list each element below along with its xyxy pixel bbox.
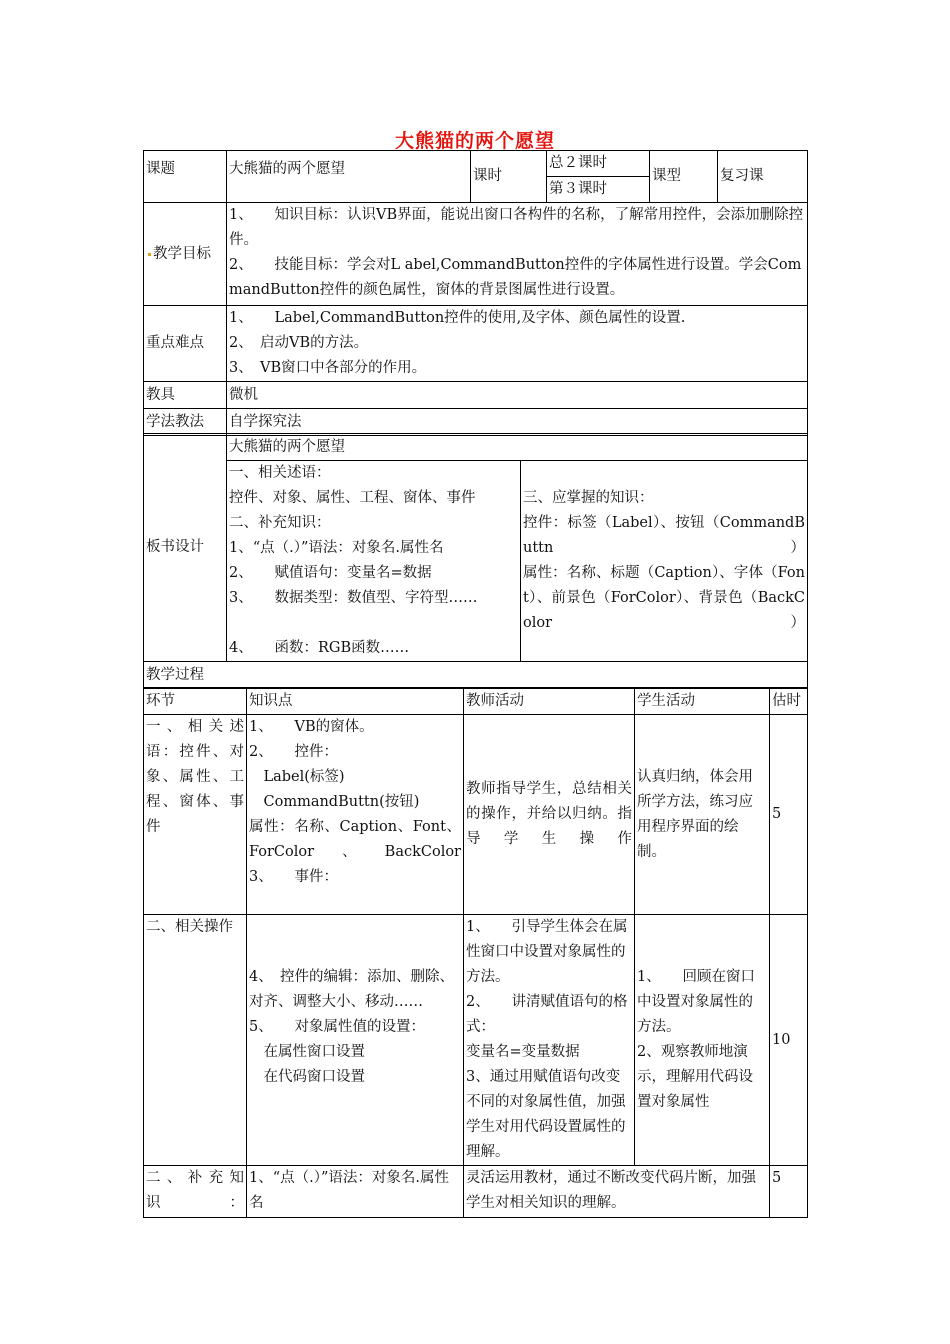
goals-label [144,203,227,306]
process-label: 教学过程 [144,662,808,689]
knowledge-line: 2、 控件： [249,744,338,760]
col-header: 学生活动 [635,688,770,715]
teacher-line: 2、 讲清赋值语句的格式： [466,994,628,1035]
knowledge-line: Label(标签) [249,769,345,785]
stage-cell: 二、补充知识： [144,1166,247,1218]
goals-content [227,203,808,306]
page-title: 大熊猫的两个愿望 [394,130,555,152]
col-header: 教师活动 [464,688,635,715]
goals-label-text: 教学目标 [153,245,211,262]
stage-cell: 二、相关操作 [144,915,247,1166]
knowledge-line: 属性：名称、Caption、Font、ForColor、BackColor [249,819,461,860]
keti-label: 课题 [144,151,227,203]
keypoint-item: 2、 启动VB的方法。 [229,335,369,351]
board-left-line: 2、 赋值语句：变量名=数据 [229,565,432,581]
kexing-value: 复习课 [718,151,808,203]
method-value: 自学探究法 [227,409,808,436]
board-label: 板书设计 [144,434,227,662]
board-design-table [143,433,808,689]
teacher-line: 3、通过用赋值语句改变不同的对象属性值，加强学生对用代码设置属性的理解。 [466,1069,626,1160]
teacher-line: 1、 引导学生体会在属性窗口中设置对象属性的方法。 [466,919,628,985]
keypoint-item: 1、 Label,CommandButton控件的使用,及字体、颜色属性的设置. [229,310,686,326]
student-cell [635,915,770,1166]
knowledge-cell [247,915,464,1166]
keypoints-content [227,306,808,382]
col-header: 知识点 [247,688,464,715]
keypoint-item: 3、 VB窗口中各部分的作用。 [229,360,427,376]
board-left-line: 1、“点（.）”语法：对象名.属性名 [229,540,444,556]
knowledge-line: 3、 事件： [249,869,338,885]
board-heading: 大熊猫的两个愿望 [227,434,808,461]
teacher-cell [464,915,635,1166]
board-left [227,461,521,662]
knowledge-line: 4、 控件的编辑：添加、删除、对齐、调整大小、移动…… [249,969,454,1010]
method-label: 学法教法 [144,409,227,436]
keypoints-label: 重点难点 [144,306,227,382]
board-left-line: 4、 函数：RGB函数…… [229,640,410,656]
knowledge-cell [247,715,464,915]
board-left-line: 3、 数据类型：数值型、字符型…… [229,590,478,606]
board-left-line: 二、补充知识： [229,515,331,531]
keshi-total: 总２课时 [547,151,650,177]
student-line: 2、观察教师地演示，理解用代码设置对象属性 [637,1044,753,1110]
keshi-number: 第３课时 [547,177,650,203]
time-cell: 5 [770,715,808,915]
board-right [521,461,808,662]
board-left-line: 控件、对象、属性、工程、窗体、事件 [229,490,476,506]
tools-label: 教具 [144,382,227,409]
teacher-line: 变量名=变量数据 [466,1044,580,1060]
teacher-cell: 教师指导学生，总结相关的操作，并给以归纳。指导学生操作 [464,715,635,915]
board-left-line [229,611,518,636]
col-header: 环节 [144,688,247,715]
knowledge-line: 5、 对象属性值的设置： [249,1019,425,1035]
board-right-line: 三、应掌握的知识： [523,490,654,506]
knowledge-line: CommandButtn(按钮) [249,794,420,810]
knowledge-cell: 1、“点（.）”语法：对象名.属性名 [247,1166,464,1218]
stage-cell: 一、相关述语：控件、对象、属性、工程、窗体、事件 [144,715,247,915]
kexing-label: 课型 [650,151,718,203]
lesson-info-table [143,150,808,436]
tools-value: 微机 [227,382,808,409]
board-right-line: 属性：名称、标题（Caption）、字体（Font）、前景色（ForColor）、背景色（BackColor） [523,565,805,631]
knowledge-line: 在代码窗口设置 [249,1069,365,1085]
goal-knowledge: 1、 知识目标：认识VB界面，能说出窗口各构件的名称，了解常用控件，会添加删除控件。 [229,207,804,248]
time-cell: 5 [770,1166,808,1218]
knowledge-line: 在属性窗口设置 [249,1044,365,1060]
knowledge-line: 1、 VB的窗体。 [249,719,374,735]
keti-value: 大熊猫的两个愿望 [227,151,471,203]
goal-skill: 2、 技能目标：学会对L abel,CommandButton控件的字体属性进行设置。学会CommandButton控件的颜色属性，窗体的背景图属性进行设置。 [229,257,802,298]
student-line: 1、 回顾在窗口中设置对象属性的方法。 [637,969,755,1035]
student-cell: 认真归纳，体会用所学方法，练习应用程序界面的绘制。 [635,715,770,915]
teacher-cell: 灵活运用教材，通过不断改变代码片断，加强学生对相关知识的理解。 [464,1166,770,1218]
process-table [143,687,808,1218]
time-cell: 10 [770,915,808,1166]
board-left-line: 一、相关述语： [229,465,331,481]
col-header: 估时 [770,688,808,715]
board-right-line: 控件：标签（Label）、按钮（CommandButtn） [523,515,805,556]
keshi-label: 课时 [471,151,547,203]
